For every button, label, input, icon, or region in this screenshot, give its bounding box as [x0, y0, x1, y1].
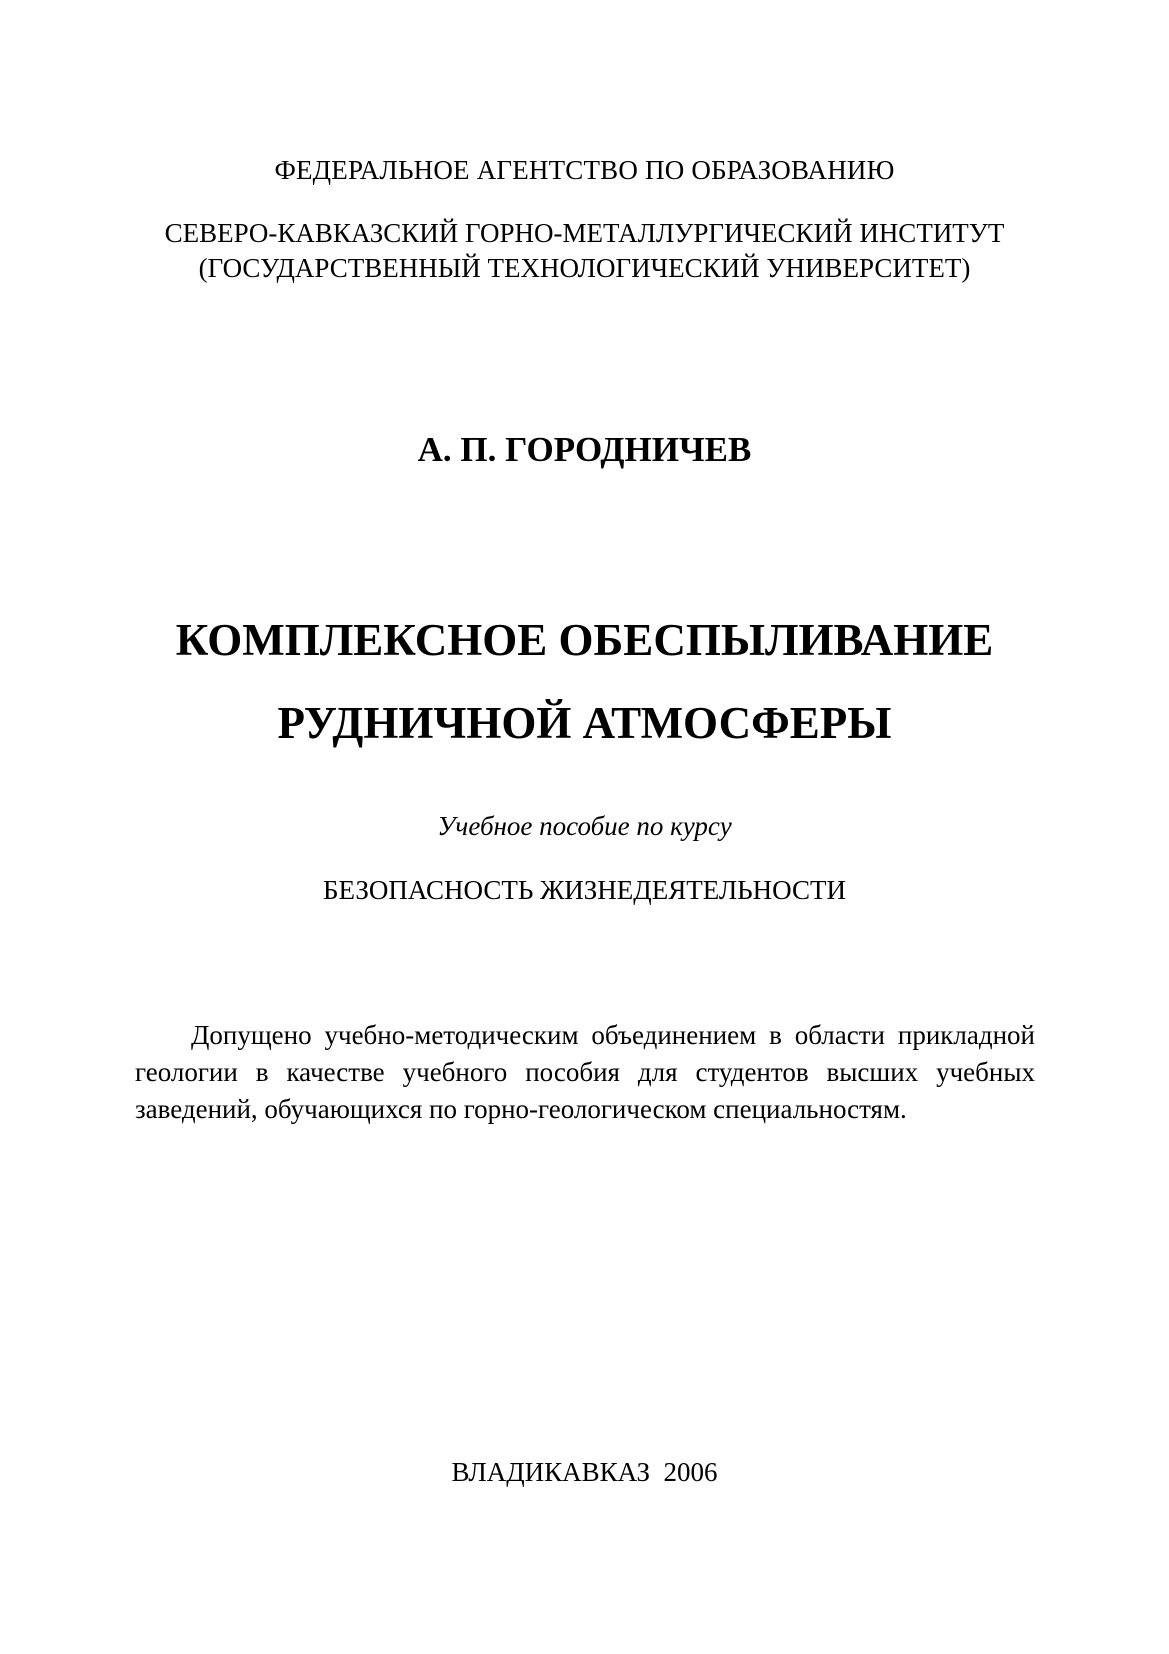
agency-name: ФЕДЕРАЛЬНОЕ АГЕНТСТВО ПО ОБРАЗОВАНИЮ — [274, 155, 895, 185]
book-subtitle: Учебное пособие по курсу — [437, 811, 732, 841]
institute-name-line-1: СЕВЕРО-КАВКАЗСКИЙ ГОРНО-МЕТАЛЛУРГИЧЕСКИЙ ИНСТИТУТ — [164, 218, 1005, 248]
book-title-line-1: КОМПЛЕКСНОЕ ОБЕСПЫЛИВАНИЕ — [175, 615, 994, 665]
city-year: ВЛАДИКАВКАЗ 2006 — [451, 1457, 718, 1487]
institute-name-line-2: (ГОСУДАРСТВЕННЫЙ ТЕХНОЛОГИЧЕСКИЙ УНИВЕРСИТЕТ) — [198, 253, 971, 283]
book-title-line-2: РУДНИЧНОЙ АТМОСФЕРЫ — [277, 698, 892, 748]
approval-statement: Допущено учебно-методическим объединением в области прикладной геологии в качестве учебного пособия для студентов высших учебных заведений, обучающихся по горно-геологическом специальностям. — [135, 1020, 1035, 1124]
author-name: А. П. ГОРОДНИЧЕВ — [417, 430, 752, 469]
course-name: БЕЗОПАСНОСТЬ ЖИЗНЕДЕЯТЕЛЬНОСТИ — [323, 875, 846, 905]
